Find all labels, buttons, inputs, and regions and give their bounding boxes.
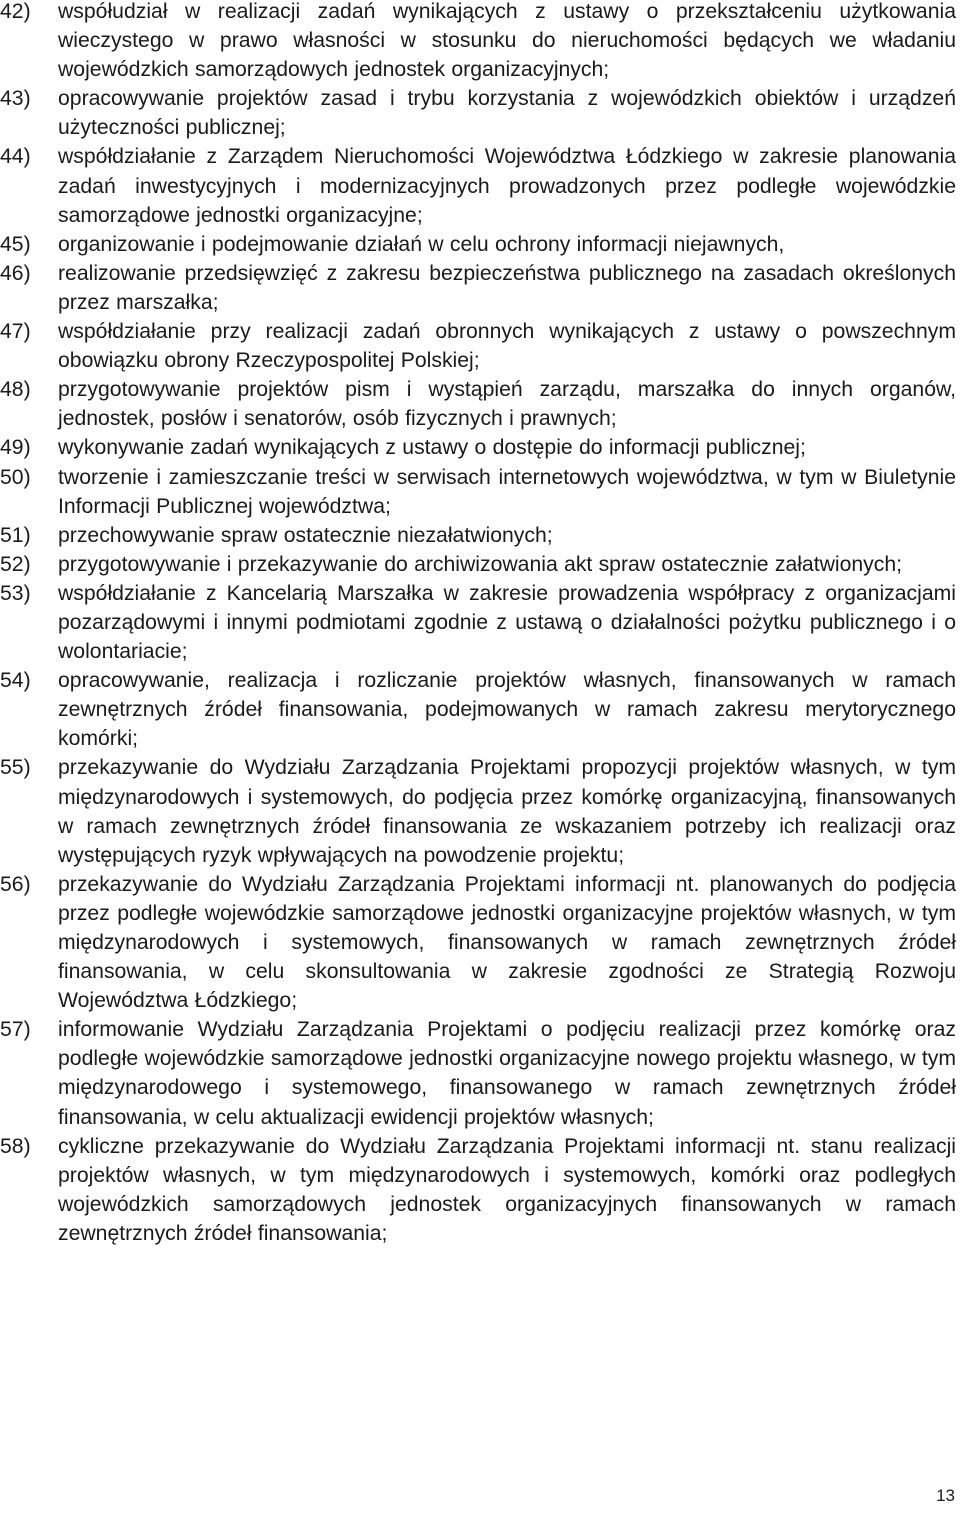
- list-item: [0, 1132, 956, 1248]
- list-item: [0, 463, 956, 521]
- item-text: współdziałanie przy realizacji zadań obronnych wynikających z ustawy o powszechnym obowiązku obrony Rzeczypospolitej Polskiej;: [58, 320, 956, 373]
- item-number: 49): [0, 436, 31, 460]
- list-item: [0, 317, 956, 375]
- item-text: cykliczne przekazywanie do Wydziału Zarządzania Projektami informacji nt. stanu realizacji projektów własnych, w tym międzynarodowych i systemowych, komórki oraz podległych wojewódzkich samorządowych jednostek organizacyjnych finansowanych w ramach zewnętrznych źródeł finansowania;: [58, 1134, 956, 1245]
- item-number: 52): [0, 552, 31, 576]
- list-item: [0, 0, 956, 84]
- item-number: 50): [0, 465, 31, 489]
- list-item: [0, 870, 956, 1015]
- item-number: 43): [0, 87, 31, 111]
- list-item: [0, 521, 956, 550]
- item-text: przekazywanie do Wydziału Zarządzania Projektami informacji nt. planowanych do podjęcia przez podległe wojewódzkie samorządowe jednostki organizacyjne projektów własnych, w tym międzynarodowych i systemowych, finansowanych w ramach zewnętrznych źródeł finansowania, w celu skonsultowania w zakresie zgodności ze Strategią Rozwoju Województwa Łódzkiego;: [58, 872, 956, 1013]
- item-text: tworzenie i zamieszczanie treści w serwisach internetowych województwa, w tym w Biuletynie Informacji Publicznej województwa;: [58, 465, 956, 518]
- list-item: [0, 1015, 956, 1131]
- item-number: 44): [0, 145, 31, 169]
- list-item: [0, 84, 956, 142]
- item-number: 55): [0, 756, 31, 780]
- item-number: 42): [0, 0, 31, 23]
- item-text: organizowanie i podejmowanie działań w celu ochrony informacji niejawnych,: [58, 232, 785, 256]
- item-number: 53): [0, 581, 31, 605]
- page-number: 13: [936, 1486, 955, 1505]
- list-item: [0, 666, 956, 753]
- list-item: [0, 433, 956, 462]
- item-text: wykonywanie zadań wynikających z ustawy o dostępie do informacji publicznej;: [58, 436, 806, 460]
- list-item: [0, 550, 956, 579]
- item-text: przygotowywanie i przekazywanie do archiwizowania akt spraw ostatecznie załatwionych;: [58, 552, 903, 576]
- item-number: 57): [0, 1018, 31, 1042]
- list-item: [0, 579, 956, 666]
- item-text: współdziałanie z Zarządem Nieruchomości Województwa Łódzkiego w zakresie planowania zadań inwestycyjnych i modernizacyjnych prowadzonych przez podległe wojewódzkie samorządowe jednostki organizacyjne;: [58, 145, 956, 227]
- item-number: 54): [0, 669, 31, 693]
- item-text: opracowywanie projektów zasad i trybu korzystania z wojewódzkich obiektów i urządzeń użyteczności publicznej;: [58, 87, 956, 140]
- item-number: 46): [0, 261, 31, 285]
- item-text: informowanie Wydziału Zarządzania Projektami o podjęciu realizacji przez komórkę oraz podległe wojewódzkie samorządowe jednostki organizacyjne nowego projektu własnego, w tym międzynarodowego i systemowego, finansowanego w ramach zewnętrznych źródeł finansowania, w celu aktualizacji ewidencji projektów własnych;: [58, 1018, 956, 1129]
- item-number: 58): [0, 1134, 31, 1158]
- item-number: 45): [0, 232, 31, 256]
- item-text: przechowywanie spraw ostatecznie niezałatwionych;: [58, 523, 553, 547]
- item-number: 48): [0, 378, 31, 402]
- list-item: [0, 142, 956, 229]
- item-text: przekazywanie do Wydziału Zarządzania Projektami propozycji projektów własnych, w tym międzynarodowych i systemowych, do podjęcia przez komórkę organizacyjną, finansowanych w ramach zewnętrznych źródeł finansowania ze wskazaniem potrzeby ich realizacji oraz występujących ryzyk wpływających na powodzenie projektu;: [58, 756, 956, 867]
- item-text: realizowanie przedsięwzięć z zakresu bezpieczeństwa publicznego na zasadach określonych przez marszałka;: [58, 261, 956, 314]
- item-text: współudział w realizacji zadań wynikających z ustawy o przekształceniu użytkowania wieczystego w prawo własności w stosunku do nieruchomości będących we władaniu wojewódzkich samorządowych jednostek organizacyjnych;: [58, 0, 956, 82]
- list-item: [0, 230, 956, 259]
- list-item: [0, 259, 956, 317]
- item-text: opracowywanie, realizacja i rozliczanie projektów własnych, finansowanych w ramach zewnętrznych źródeł finansowania, podejmowanych w ramach zakresu merytorycznego komórki;: [58, 669, 956, 751]
- item-number: 51): [0, 523, 31, 547]
- list-item: [0, 375, 956, 433]
- item-number: 47): [0, 320, 31, 344]
- list-item: [0, 753, 956, 869]
- item-text: współdziałanie z Kancelarią Marszałka w zakresie prowadzenia współpracy z organizacjami pozarządowymi i innymi podmiotami zgodnie z ustawą o działalności pożytku publicznego i o wolontariacie;: [58, 581, 956, 664]
- item-number: 56): [0, 872, 31, 896]
- item-text: przygotowywanie projektów pism i wystąpień zarządu, marszałka do innych organów, jednostek, posłów i senatorów, osób fizycznych i prawnych;: [58, 378, 956, 431]
